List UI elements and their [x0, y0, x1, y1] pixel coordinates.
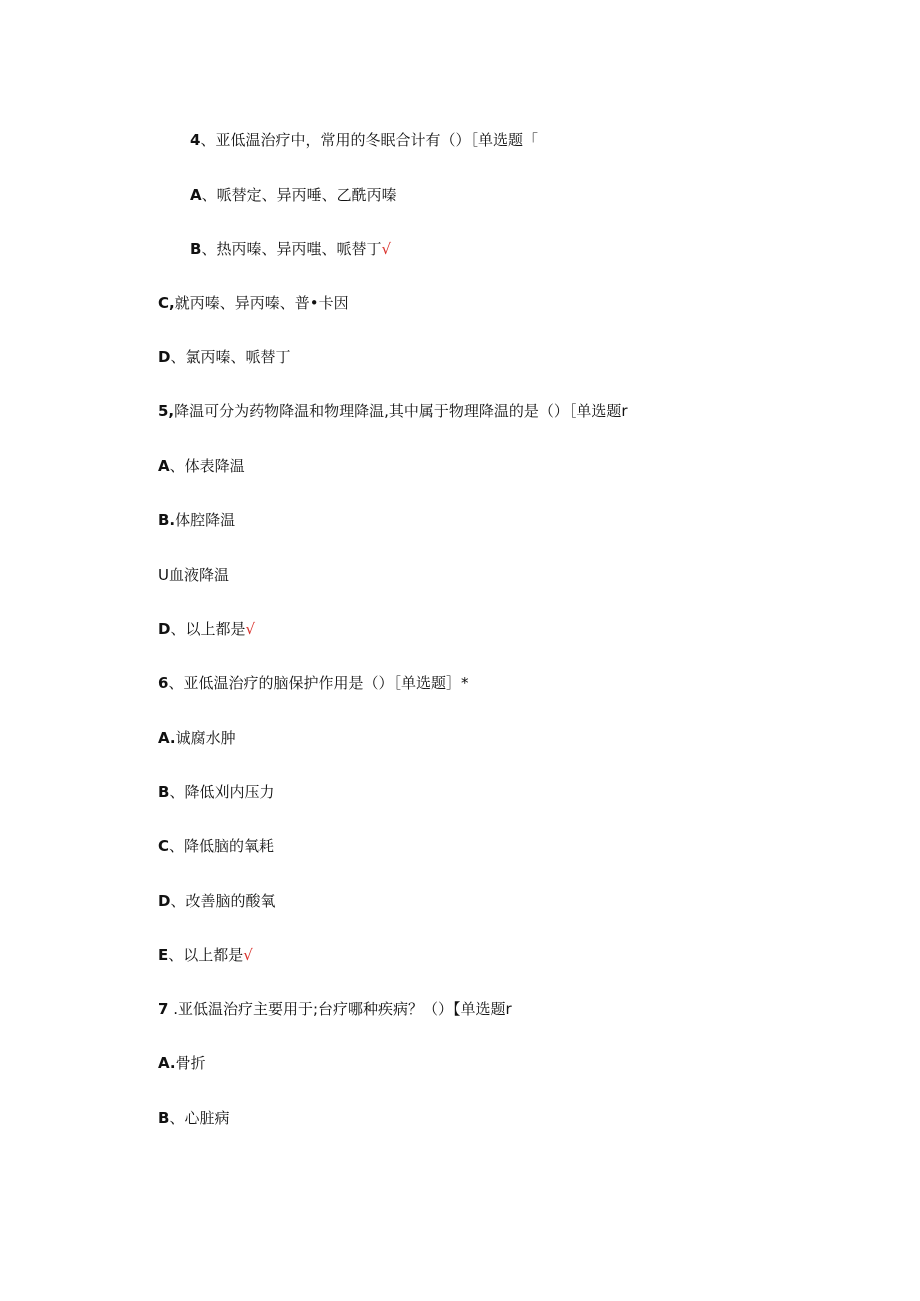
option-text: 、心脏病 — [169, 1109, 230, 1127]
option-letter: A — [158, 457, 170, 475]
option-7a — [158, 1053, 206, 1073]
question-7 — [158, 999, 512, 1019]
option-text: 、以上都是 — [168, 946, 244, 964]
option-7b — [158, 1108, 229, 1128]
option-6c — [158, 836, 274, 856]
option-6a — [158, 728, 236, 748]
option-letter: B — [158, 1109, 170, 1127]
correct-mark: √ — [245, 620, 256, 638]
option-letter: B — [190, 240, 202, 258]
option-letter: D — [158, 892, 171, 910]
option-letter: A. — [158, 1054, 176, 1072]
option-letter: D — [158, 620, 171, 638]
option-letter: D — [158, 348, 171, 366]
option-6d — [158, 891, 275, 911]
option-text: 诚腐水肿 — [175, 729, 236, 747]
option-letter: A. — [158, 729, 176, 747]
option-text: 就丙嗪、异丙嗪、普•卡因 — [174, 294, 349, 312]
question-text: .亚低温治疗主要用于;台疗哪种疾病？（）【单选题r — [168, 1000, 512, 1018]
correct-mark: √ — [381, 240, 392, 258]
option-text: 、以上都是 — [170, 620, 246, 638]
option-text: 、热丙嗪、异丙嗤、哌替丁 — [201, 240, 382, 258]
question-number: 7 — [158, 1000, 169, 1018]
question-number: 5, — [158, 402, 175, 420]
question-6 — [158, 673, 468, 693]
question-4 — [190, 130, 538, 150]
option-text: 体腔降温 — [175, 511, 236, 529]
option-text: 骨折 — [175, 1054, 206, 1072]
option-4d — [158, 347, 290, 367]
option-5c — [158, 565, 229, 585]
option-text: 、哌替定、异丙唾、乙酰丙嗪 — [201, 186, 397, 204]
option-5d — [158, 619, 255, 639]
option-text: 、体表降温 — [169, 457, 245, 475]
question-text: 、亚低温治疗的脑保护作用是（）［单选题］* — [168, 674, 469, 692]
option-letter: C, — [158, 294, 175, 312]
option-6b — [158, 782, 274, 802]
option-text: 、降低刈内压力 — [169, 783, 275, 801]
question-number: 4 — [190, 131, 201, 149]
question-5 — [158, 401, 628, 421]
question-text: 、亚低温治疗中，常用的冬眠合计有（）［单选题「 — [200, 131, 538, 149]
correct-mark: √ — [243, 946, 253, 964]
question-number: 6 — [158, 674, 169, 692]
option-letter: C — [158, 837, 170, 855]
option-4c — [158, 293, 349, 313]
option-4a — [190, 185, 397, 205]
option-letter: B — [158, 783, 170, 801]
option-4b — [190, 239, 391, 259]
option-letter: A — [190, 186, 202, 204]
option-text: 、改善脑的酸氧 — [170, 892, 276, 910]
option-letter: E — [158, 946, 169, 964]
question-text: 降温可分为药物降温和物理降温,其中属于物理降温的是（）［单选题r — [174, 402, 628, 420]
option-5a — [158, 456, 245, 476]
option-6e — [158, 945, 253, 965]
option-letter: B. — [158, 511, 176, 529]
option-text: U血液降温 — [158, 566, 229, 584]
option-5b — [158, 510, 235, 530]
option-text: 、降低脑的氧耗 — [169, 837, 275, 855]
option-text: 、氯丙嗪、哌替丁 — [170, 348, 291, 366]
